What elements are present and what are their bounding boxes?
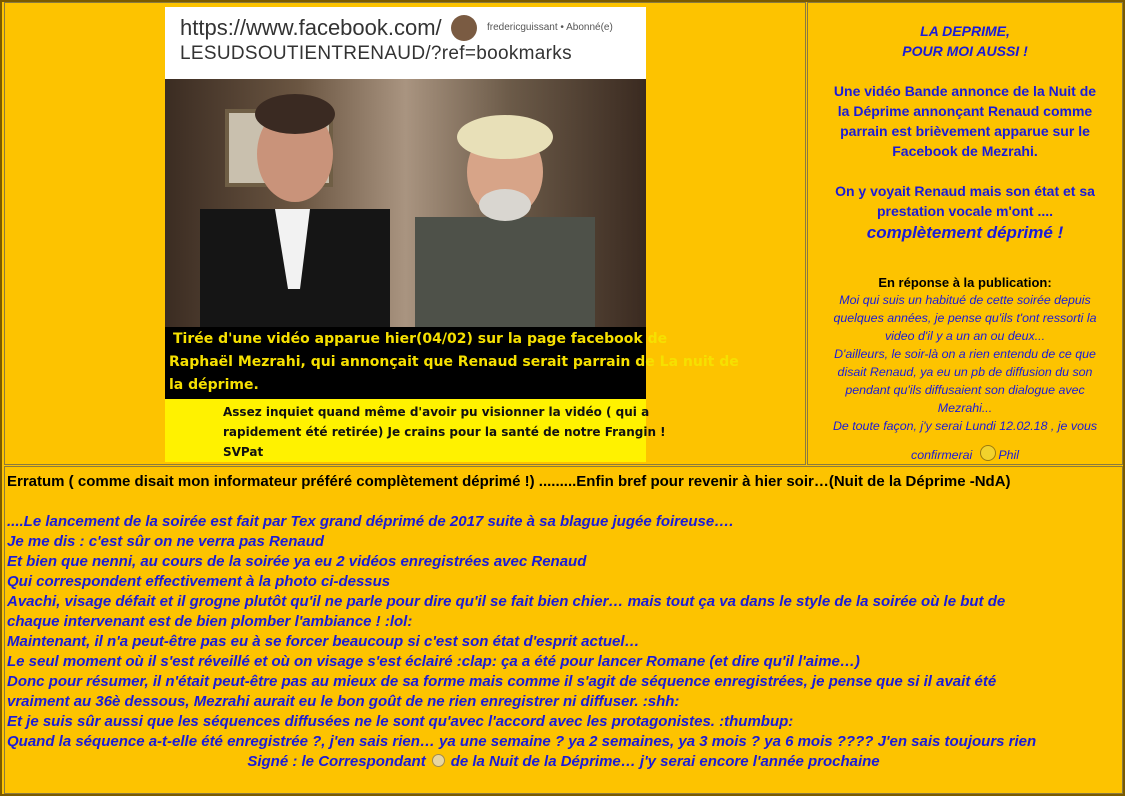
facebook-user: fredericguissant • Abonné(e) [487, 22, 613, 33]
erratum-line: Erratum ( comme disait mon informateur préféré complètement déprimé !) .........Enfin bref pour revenir à hier soir…(Nuit de la Déprime -NdA) [7, 473, 1011, 490]
signature-end: de la Nuit de la Déprime… j'y serai encore l'année prochaine [450, 753, 880, 770]
paragraph-line: prestation vocale m'ont .... [876, 203, 1054, 219]
reply-line: pendant qu'ils diffusaient son dialogue avec [845, 383, 1085, 397]
man-in-grey-shirt [405, 117, 605, 329]
video-still [165, 79, 646, 327]
caption-line: Assez inquiet quand même d'avoir pu visionner la vidéo ( qui a [223, 405, 650, 419]
caption-line: rapidement été retirée) Je crains pour la santé de notre Frangin ! [223, 425, 666, 439]
article-line: Qui correspondent effectivement à la photo ci-dessus [7, 573, 391, 590]
facebook-screenshot-image [165, 7, 739, 462]
reply-line: De toute façon, j'y serai Lundi 12.02.18 , je vous [832, 419, 1098, 433]
signature-start: Signé : le Correspondant [247, 753, 426, 770]
paragraph-line: On y voyait Renaud mais son état et sa [835, 183, 1095, 199]
url-line-2: LESUDSOUTIENTRENAUD/?ref=bookmarks [180, 43, 572, 64]
paragraph-line: Une vidéo Bande annonce de la Nuit de [833, 83, 1097, 99]
article-line: Je me dis : c'est sûr on ne verra pas Renaud [7, 533, 325, 550]
emphasis-text: complètement déprimé ! [866, 223, 1064, 242]
article-line: chaque intervenant est de bien plomber l'ambiance ! :lol: [7, 613, 413, 630]
paragraph-line: parrain est brièvement apparue sur le [840, 123, 1090, 139]
title-line: LA DEPRIME, [920, 23, 1010, 39]
reply-line: Moi qui suis un habitué de cette soirée depuis [839, 293, 1091, 307]
caption-line: SVPat [223, 445, 264, 459]
article-line: Maintenant, il n'a peut-être pas eu à se forcer beaucoup si c'est son état d'esprit actuel… [7, 633, 640, 650]
article-line: Quand la séquence a-t-elle été enregistrée ?, j'en sais rien… ya une semaine ? ya 2 semaines, ya 3 mois ? ya 6 mois ???? J'en sais toujours rien [7, 733, 1037, 750]
reply-line: Mezrahi... [937, 401, 993, 415]
article-line: Et je suis sûr aussi que les séquences diffusées ne le sont qu'avec l'accord avec les protagonistes. :thumbup: [7, 713, 794, 730]
smiley-icon [432, 754, 445, 767]
article-line: Et bien que nenni, au cours de la soirée ya eu 2 vidéos enregistrées avec Renaud [7, 553, 587, 570]
reply-line: video d'il y a un an ou deux... [884, 329, 1046, 343]
article-line: Le seul moment où il s'est réveillé et où on visage s'est éclairé :clap: ça a été pour lancer Romane (et dire qu'il l'aime…) [7, 653, 860, 670]
smiley-icon [980, 445, 996, 461]
signature-line [4, 753, 1123, 770]
caption-line: Tirée d'une vidéo apparue hier(04/02) sur la page facebook de [173, 331, 668, 347]
article-line: Avachi, visage défait et il grogne plutôt qu'il ne parle pour dire qu'il se fait bien chier… mais tout ça va dans le style de la soirée où le but de [7, 593, 1006, 610]
man-in-suit [200, 89, 390, 329]
reply-signature: Phil [998, 448, 1019, 462]
caption-black [165, 327, 739, 399]
article-line: ....Le lancement de la soirée est fait par Tex grand déprimé de 2017 suite à sa blague jugée foireuse…. [7, 513, 734, 530]
article-line: Donc pour résumer, il n'était peut-être pas au mieux de sa forme mais comme il s'agit de séquence enregistrées, je pense que si il avait été [7, 673, 997, 690]
paragraph-line: la Déprime annonçant Renaud comme [837, 103, 1093, 119]
title-line: POUR MOI AUSSI ! [902, 43, 1028, 59]
reply-heading: En réponse à la publication: [878, 275, 1052, 290]
url-bar [165, 7, 646, 79]
reply-last: confirmerai [911, 448, 973, 462]
reply-line: disait Renaud, ya eu un pb de diffusion du son [837, 365, 1093, 379]
avatar [451, 15, 477, 41]
paragraph-line: Facebook de Mezrahi. [892, 143, 1038, 159]
caption-line: la déprime. [169, 377, 259, 393]
reply-line: quelques années, je pense qu'ils t'ont ressorti la [833, 311, 1097, 325]
url-line-1: https://www.facebook.com/ [180, 15, 442, 40]
article-body [4, 466, 1123, 794]
article-line: vraiment au 36è dessous, Mezrahi aurait eu le bon goût de ne rien enregistrer ni diffuser. :shh: [7, 693, 680, 710]
reply-line: D'ailleurs, le soir-là on a rien entendu de ce que [834, 347, 1096, 361]
caption-line: Raphaël Mezrahi, qui annonçait que Renaud serait parrain de La nuit de [169, 354, 739, 370]
caption-yellow [165, 399, 666, 462]
right-column [807, 2, 1123, 465]
reply-closing [807, 445, 1123, 462]
